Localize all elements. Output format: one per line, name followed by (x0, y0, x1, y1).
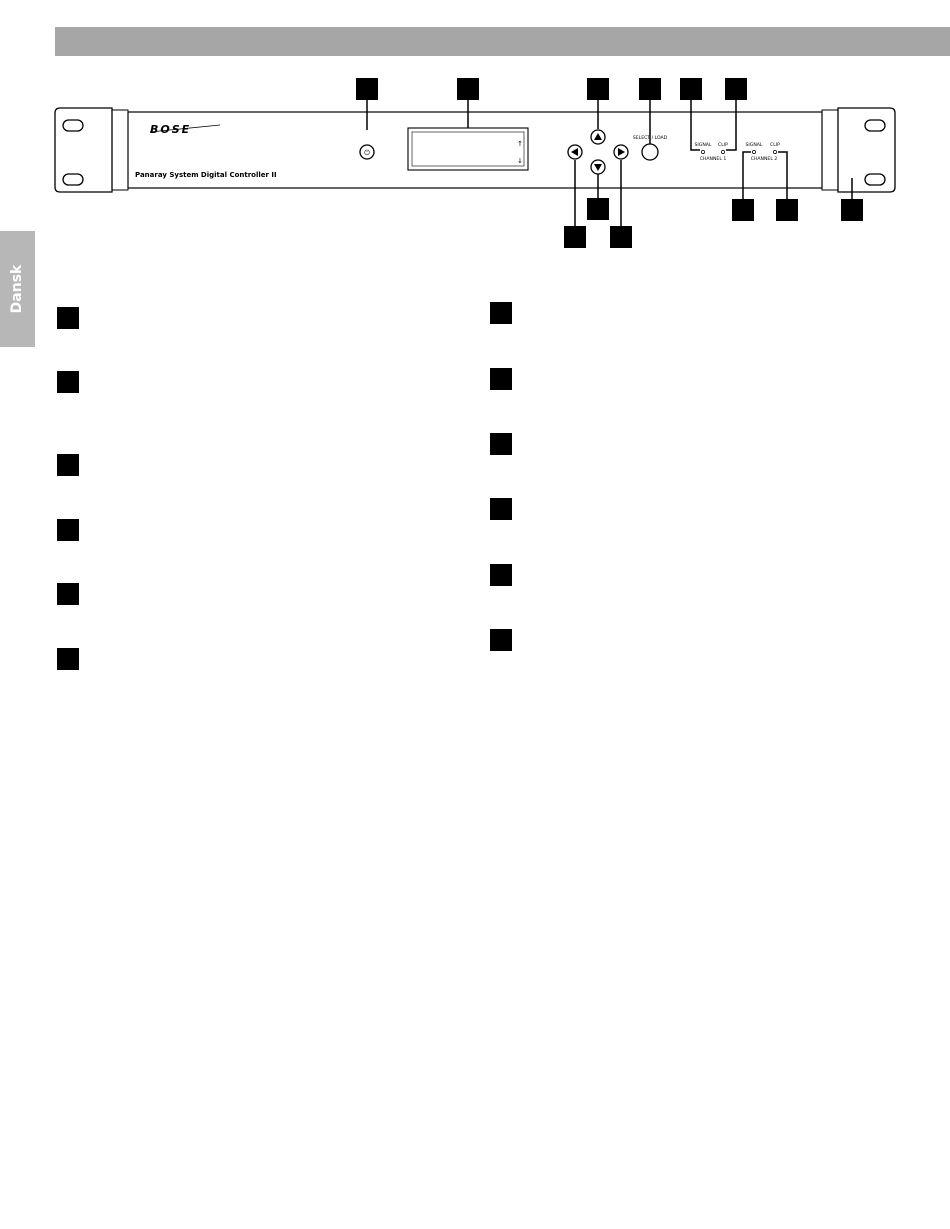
callout-box (776, 199, 798, 221)
callout-box (725, 78, 747, 100)
legend-box-left-1 (57, 307, 79, 329)
right-mount-hole-top (865, 120, 885, 131)
legend-box-right-1 (490, 302, 512, 324)
arrow-left-icon (571, 148, 578, 156)
callout-box (732, 199, 754, 221)
left-mount-hole-bottom (63, 174, 83, 185)
callout-box (356, 78, 378, 100)
legend-box-right-3 (490, 433, 512, 455)
channel-2-signal-label: SIGNAL (745, 143, 763, 148)
callout-box (457, 78, 479, 100)
channel-2-clip-led (773, 150, 776, 153)
callout-box (639, 78, 661, 100)
select-load-button[interactable] (642, 144, 658, 160)
legend-box-left-4 (57, 519, 79, 541)
right-handle (822, 110, 838, 190)
legend-box-left-2 (57, 371, 79, 393)
language-tab-label: Dansk (9, 264, 25, 314)
model-label: Panaray System Digital Controller II (135, 171, 277, 179)
channel-1-indicators (695, 142, 729, 162)
power-icon: ⏻ (364, 149, 370, 157)
callout-box (841, 199, 863, 221)
left-rack-ear (55, 108, 112, 192)
channel-1-signal-led (701, 150, 704, 153)
legend-box-right-2 (490, 368, 512, 390)
display-arrow-down-icon: ↓ (517, 157, 523, 165)
nav-down-button[interactable] (591, 160, 605, 174)
channel-2-clip-label: CLIP (770, 143, 780, 148)
legend-box-left-3 (57, 454, 79, 476)
nav-up-button[interactable] (591, 130, 605, 144)
channel-1-label: CHANNEL 1 (699, 157, 727, 162)
arrow-down-icon (594, 164, 602, 171)
legend-box-right-4 (490, 498, 512, 520)
legend-box-left-6 (57, 648, 79, 670)
nav-left-button[interactable] (568, 145, 582, 159)
channel-1-clip-label: CLIP (718, 143, 728, 148)
callout-box (564, 226, 586, 248)
legend-box-right-5 (490, 564, 512, 586)
arrow-up-icon (594, 133, 602, 140)
bose-logo: BOSE (150, 123, 192, 136)
right-rack-ear (838, 108, 895, 192)
nav-right-button[interactable] (614, 145, 628, 159)
callout-box (587, 78, 609, 100)
select-load-label: SELECT / LOAD (632, 136, 668, 141)
channel-1-signal-label: SIGNAL (694, 143, 712, 148)
channel-2-label: CHANNEL 2 (750, 157, 778, 162)
front-panel-diagram (0, 0, 950, 260)
arrow-right-icon (618, 148, 625, 156)
callout-box (587, 198, 609, 220)
legend-box-left-5 (57, 583, 79, 605)
left-mount-hole-top (63, 120, 83, 131)
right-mount-hole-bottom (865, 174, 885, 185)
lcd-display (408, 128, 528, 170)
callout-box (610, 226, 632, 248)
legend-box-right-6 (490, 629, 512, 651)
channel-1-clip-led (721, 150, 724, 153)
display-arrow-up-icon: ↑ (517, 140, 523, 148)
channel-2-signal-led (752, 150, 755, 153)
callout-box (680, 78, 702, 100)
left-handle (112, 110, 128, 190)
